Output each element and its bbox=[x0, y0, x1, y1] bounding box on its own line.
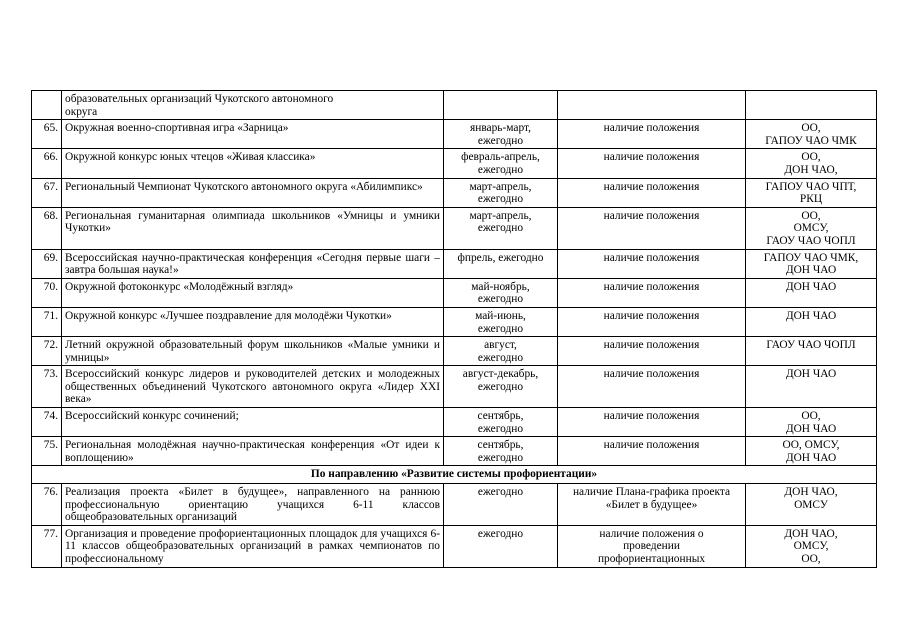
responsible-cell: ДОН ЧАО, ОМСУ, ОО, bbox=[746, 525, 877, 567]
period-cell: сентябрь, ежегодно bbox=[444, 437, 558, 466]
table-row bbox=[32, 149, 877, 178]
event-name-cell: Региональная гуманитарная олимпиада школьников «Умницы и умники Чукотки» bbox=[62, 207, 444, 249]
period-cell: март-апрель, ежегодно bbox=[444, 178, 558, 207]
table-row bbox=[32, 207, 877, 249]
responsible-cell: ДОН ЧАО bbox=[746, 307, 877, 336]
period-cell bbox=[444, 91, 558, 120]
event-name-cell: Всероссийский конкурс лидеров и руководителей детских и молодежных общественных объединений Чукотского автономного округа «Лидер XXI века» bbox=[62, 366, 444, 408]
responsible-cell: ГАОУ ЧАО ЧОПЛ bbox=[746, 337, 877, 366]
event-name-cell: Региональная молодёжная научно-практическая конференция «От идеи к воплощению» bbox=[62, 437, 444, 466]
table-row bbox=[32, 337, 877, 366]
responsible-cell: ДОН ЧАО, ОМСУ bbox=[746, 484, 877, 526]
indicator-cell: наличие положения bbox=[558, 366, 746, 408]
event-name-cell: Летний окружной образовательный форум школьников «Малые умники и умницы» bbox=[62, 337, 444, 366]
period-cell: ежегодно bbox=[444, 484, 558, 526]
section-title: По направлению «Развитие системы профориентации» bbox=[32, 466, 877, 484]
responsible-cell: ДОН ЧАО bbox=[746, 366, 877, 408]
row-number-cell: 70. bbox=[32, 278, 62, 307]
responsible-cell: ОО, ОМСУ, ГАОУ ЧАО ЧОПЛ bbox=[746, 207, 877, 249]
responsible-cell: ОО, ОМСУ, ДОН ЧАО bbox=[746, 437, 877, 466]
table-row bbox=[32, 437, 877, 466]
indicator-cell: наличие положения bbox=[558, 278, 746, 307]
event-name-cell: Окружной конкурс юных чтецов «Живая классика» bbox=[62, 149, 444, 178]
period-cell: январь-март, ежегодно bbox=[444, 120, 558, 149]
table-row bbox=[32, 278, 877, 307]
indicator-cell: наличие положения bbox=[558, 437, 746, 466]
table-row bbox=[32, 249, 877, 278]
indicator-cell: наличие положения bbox=[558, 249, 746, 278]
row-number-cell: 76. bbox=[32, 484, 62, 526]
event-name-cell: Организация и проведение профориентационных площадок для учащихся 6-11 классов общеобразовательных организаций в рамках чемпионатов по профессиональному bbox=[62, 525, 444, 567]
indicator-cell: наличие положения о проведении профориентационных bbox=[558, 525, 746, 567]
indicator-cell: наличие положения bbox=[558, 149, 746, 178]
event-name-cell: Реализация проекта «Билет в будущее», направленного на раннюю профессиональную ориентацию учащихся 6-11 классов общеобразовательных организаций bbox=[62, 484, 444, 526]
period-cell: май-июнь, ежегодно bbox=[444, 307, 558, 336]
indicator-cell: наличие Плана-графика проекта «Билет в будущее» bbox=[558, 484, 746, 526]
indicator-cell: наличие положения bbox=[558, 408, 746, 437]
events-table bbox=[31, 90, 877, 568]
row-number-cell: 71. bbox=[32, 307, 62, 336]
period-cell: фпрель, ежегодно bbox=[444, 249, 558, 278]
event-name-cell: образовательных организаций Чукотского автономного округа bbox=[62, 91, 444, 120]
period-cell: август-декабрь, ежегодно bbox=[444, 366, 558, 408]
event-name-cell: Региональный Чемпионат Чукотского автономного округа «Абилимпикс» bbox=[62, 178, 444, 207]
event-name-cell: Всероссийский конкурс сочинений; bbox=[62, 408, 444, 437]
row-number-cell: 72. bbox=[32, 337, 62, 366]
table-row bbox=[32, 120, 877, 149]
event-name-cell: Окружной фотоконкурс «Молодёжный взгляд» bbox=[62, 278, 444, 307]
period-cell: сентябрь, ежегодно bbox=[444, 408, 558, 437]
indicator-cell: наличие положения bbox=[558, 307, 746, 336]
responsible-cell: ОО, ДОН ЧАО bbox=[746, 408, 877, 437]
responsible-cell: ГАПОУ ЧАО ЧПТ, РКЦ bbox=[746, 178, 877, 207]
row-number-cell: 66. bbox=[32, 149, 62, 178]
row-number-cell: 68. bbox=[32, 207, 62, 249]
event-name-cell: Всероссийская научно-практическая конференция «Сегодня первые шаги – завтра большая наука!» bbox=[62, 249, 444, 278]
event-name-cell: Окружная военно-спортивная игра «Зарница» bbox=[62, 120, 444, 149]
period-cell: май-ноябрь, ежегодно bbox=[444, 278, 558, 307]
indicator-cell bbox=[558, 91, 746, 120]
table-row bbox=[32, 91, 877, 120]
table-row bbox=[32, 307, 877, 336]
row-number-cell: 77. bbox=[32, 525, 62, 567]
responsible-cell: ДОН ЧАО bbox=[746, 278, 877, 307]
table-row bbox=[32, 366, 877, 408]
responsible-cell bbox=[746, 91, 877, 120]
row-number-cell: 69. bbox=[32, 249, 62, 278]
indicator-cell: наличие положения bbox=[558, 337, 746, 366]
row-number-cell: 67. bbox=[32, 178, 62, 207]
period-cell: февраль-апрель, ежегодно bbox=[444, 149, 558, 178]
indicator-cell: наличие положения bbox=[558, 178, 746, 207]
period-cell: март-апрель, ежегодно bbox=[444, 207, 558, 249]
table-row bbox=[32, 408, 877, 437]
table-row bbox=[32, 484, 877, 526]
period-cell: август, ежегодно bbox=[444, 337, 558, 366]
responsible-cell: ОО, ДОН ЧАО, bbox=[746, 149, 877, 178]
indicator-cell: наличие положения bbox=[558, 120, 746, 149]
table-row bbox=[32, 525, 877, 567]
responsible-cell: ГАПОУ ЧАО ЧМК, ДОН ЧАО bbox=[746, 249, 877, 278]
row-number-cell: 65. bbox=[32, 120, 62, 149]
row-number-cell: 75. bbox=[32, 437, 62, 466]
period-cell: ежегодно bbox=[444, 525, 558, 567]
row-number-cell: 73. bbox=[32, 366, 62, 408]
indicator-cell: наличие положения bbox=[558, 207, 746, 249]
row-number-cell: 74. bbox=[32, 408, 62, 437]
section-header-row bbox=[32, 466, 877, 484]
event-name-cell: Окружной конкурс «Лучшее поздравление для молодёжи Чукотки» bbox=[62, 307, 444, 336]
table-row bbox=[32, 178, 877, 207]
responsible-cell: ОО, ГАПОУ ЧАО ЧМК bbox=[746, 120, 877, 149]
row-number-cell bbox=[32, 91, 62, 120]
